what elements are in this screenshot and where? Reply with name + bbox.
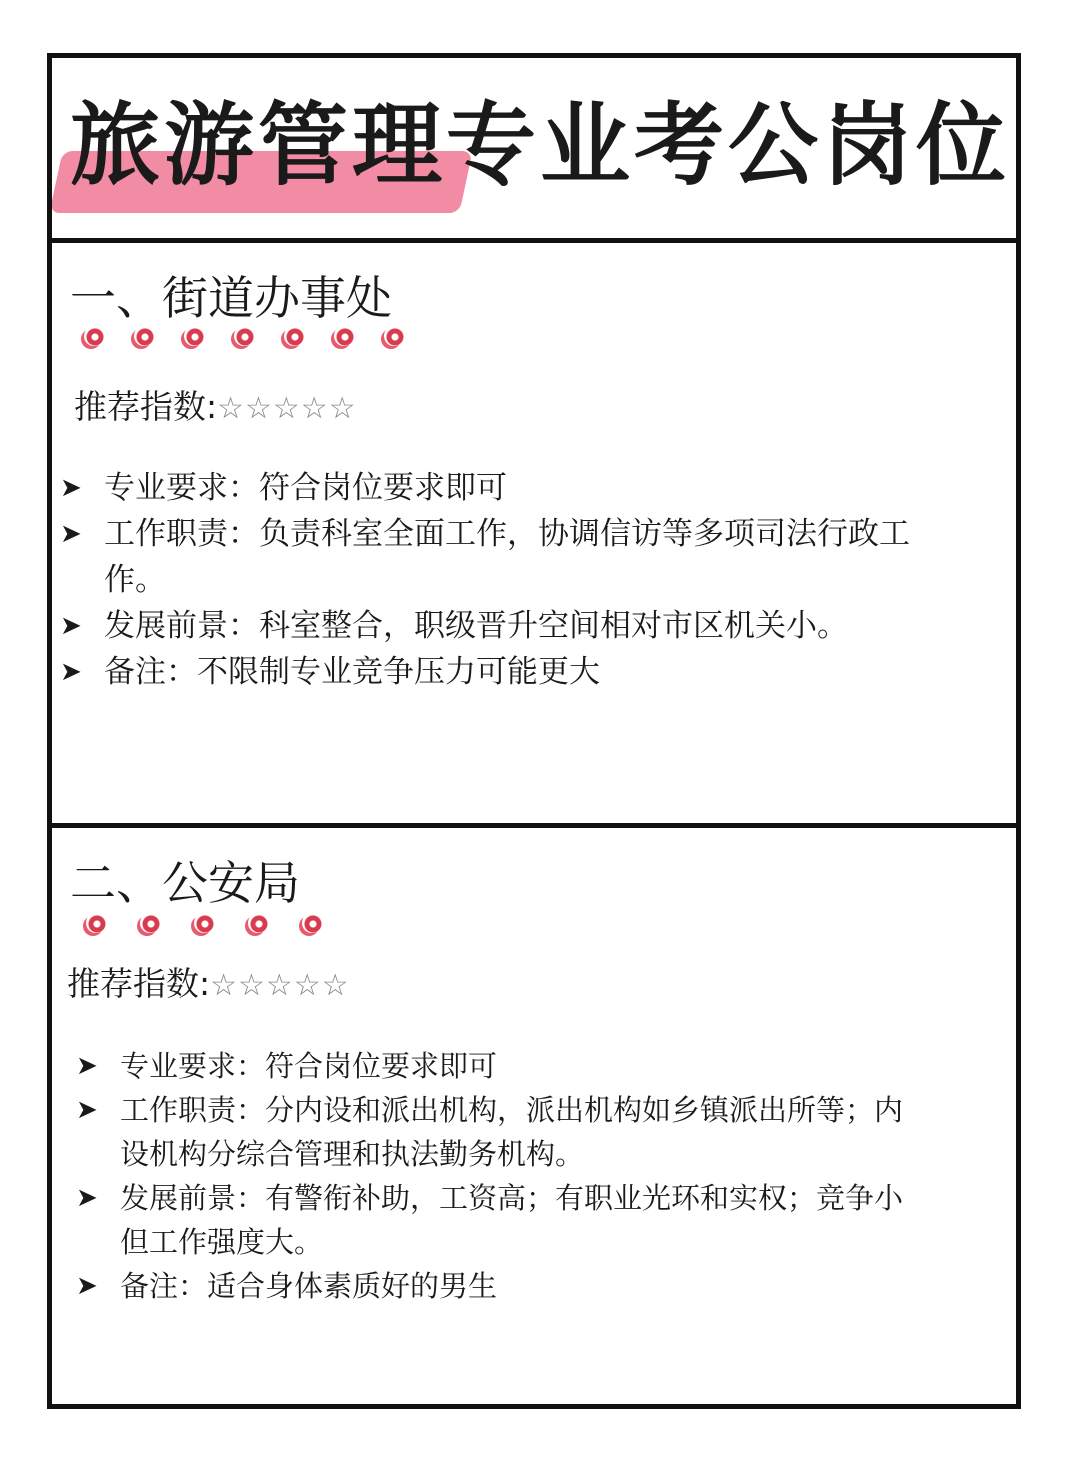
item-label: 发展前景： — [120, 1181, 266, 1215]
item-label: 工作职责： — [104, 516, 259, 552]
rating-label: 推荐指数: — [67, 964, 211, 1003]
swirl-icon — [140, 913, 160, 933]
swirl-decoration — [84, 326, 434, 346]
item-text: 有警衔补助，工资高；有职业光环和实权；竞争小但工作强度大。 — [120, 1181, 904, 1259]
swirl-icon — [248, 913, 268, 933]
info-list — [60, 465, 960, 695]
arrow-bullet-icon: ➤ — [60, 657, 82, 687]
list-item — [60, 511, 960, 603]
list-item — [60, 649, 960, 695]
arrow-bullet-icon: ➤ — [76, 1051, 98, 1081]
rating — [67, 958, 350, 1005]
item-text: 适合身体素质好的男生 — [207, 1269, 498, 1303]
list-item — [76, 1176, 916, 1264]
list-item — [76, 1088, 916, 1176]
rating-stars: ☆☆☆☆☆ — [210, 968, 350, 1003]
item-text: 负责科室全面工作，协调信访等多项司法行政工作。 — [104, 516, 910, 598]
swirl-icon — [134, 326, 154, 346]
swirl-icon — [284, 326, 304, 346]
section-heading: 二、公安局 — [70, 856, 300, 910]
item-text: 不限制专业竞争压力可能更大 — [197, 654, 600, 690]
list-item — [76, 1264, 916, 1308]
arrow-bullet-icon: ➤ — [76, 1183, 98, 1213]
rating-label: 推荐指数: — [74, 387, 218, 426]
item-label: 专业要求： — [120, 1049, 266, 1083]
info-list — [76, 1044, 916, 1308]
page-title: 旅游管理专业考公岗位 — [70, 93, 1010, 198]
title-box — [47, 53, 1021, 243]
swirl-icon — [84, 326, 104, 346]
section-police-bureau — [47, 823, 1021, 1409]
arrow-bullet-icon: ➤ — [60, 611, 82, 641]
swirl-icon — [334, 326, 354, 346]
item-label: 备注： — [120, 1269, 208, 1303]
item-text: 科室整合，职级晋升空间相对市区机关小。 — [259, 608, 848, 644]
swirl-decoration — [86, 913, 356, 933]
list-item — [60, 603, 960, 649]
rating — [74, 381, 357, 428]
arrow-bullet-icon: ➤ — [76, 1271, 98, 1301]
section-heading: 一、街道办事处 — [70, 271, 392, 325]
swirl-icon — [384, 326, 404, 346]
item-label: 备注： — [104, 654, 197, 690]
rating-stars: ☆☆☆☆☆ — [217, 391, 357, 426]
section-street-office — [47, 238, 1021, 828]
item-label: 发展前景： — [104, 608, 259, 644]
item-text: 符合岗位要求即可 — [259, 470, 507, 506]
arrow-bullet-icon: ➤ — [60, 473, 82, 503]
swirl-icon — [302, 913, 322, 933]
arrow-bullet-icon: ➤ — [60, 519, 82, 549]
arrow-bullet-icon: ➤ — [76, 1095, 98, 1125]
list-item — [76, 1044, 916, 1088]
swirl-icon — [234, 326, 254, 346]
swirl-icon — [184, 326, 204, 346]
item-label: 专业要求： — [104, 470, 259, 506]
item-text: 符合岗位要求即可 — [265, 1049, 498, 1083]
swirl-icon — [194, 913, 214, 933]
swirl-icon — [86, 913, 106, 933]
list-item — [60, 465, 960, 511]
item-text: 分内设和派出机构，派出机构如乡镇派出所等；内设机构分综合管理和执法勤务机构。 — [120, 1093, 904, 1171]
item-label: 工作职责： — [120, 1093, 266, 1127]
